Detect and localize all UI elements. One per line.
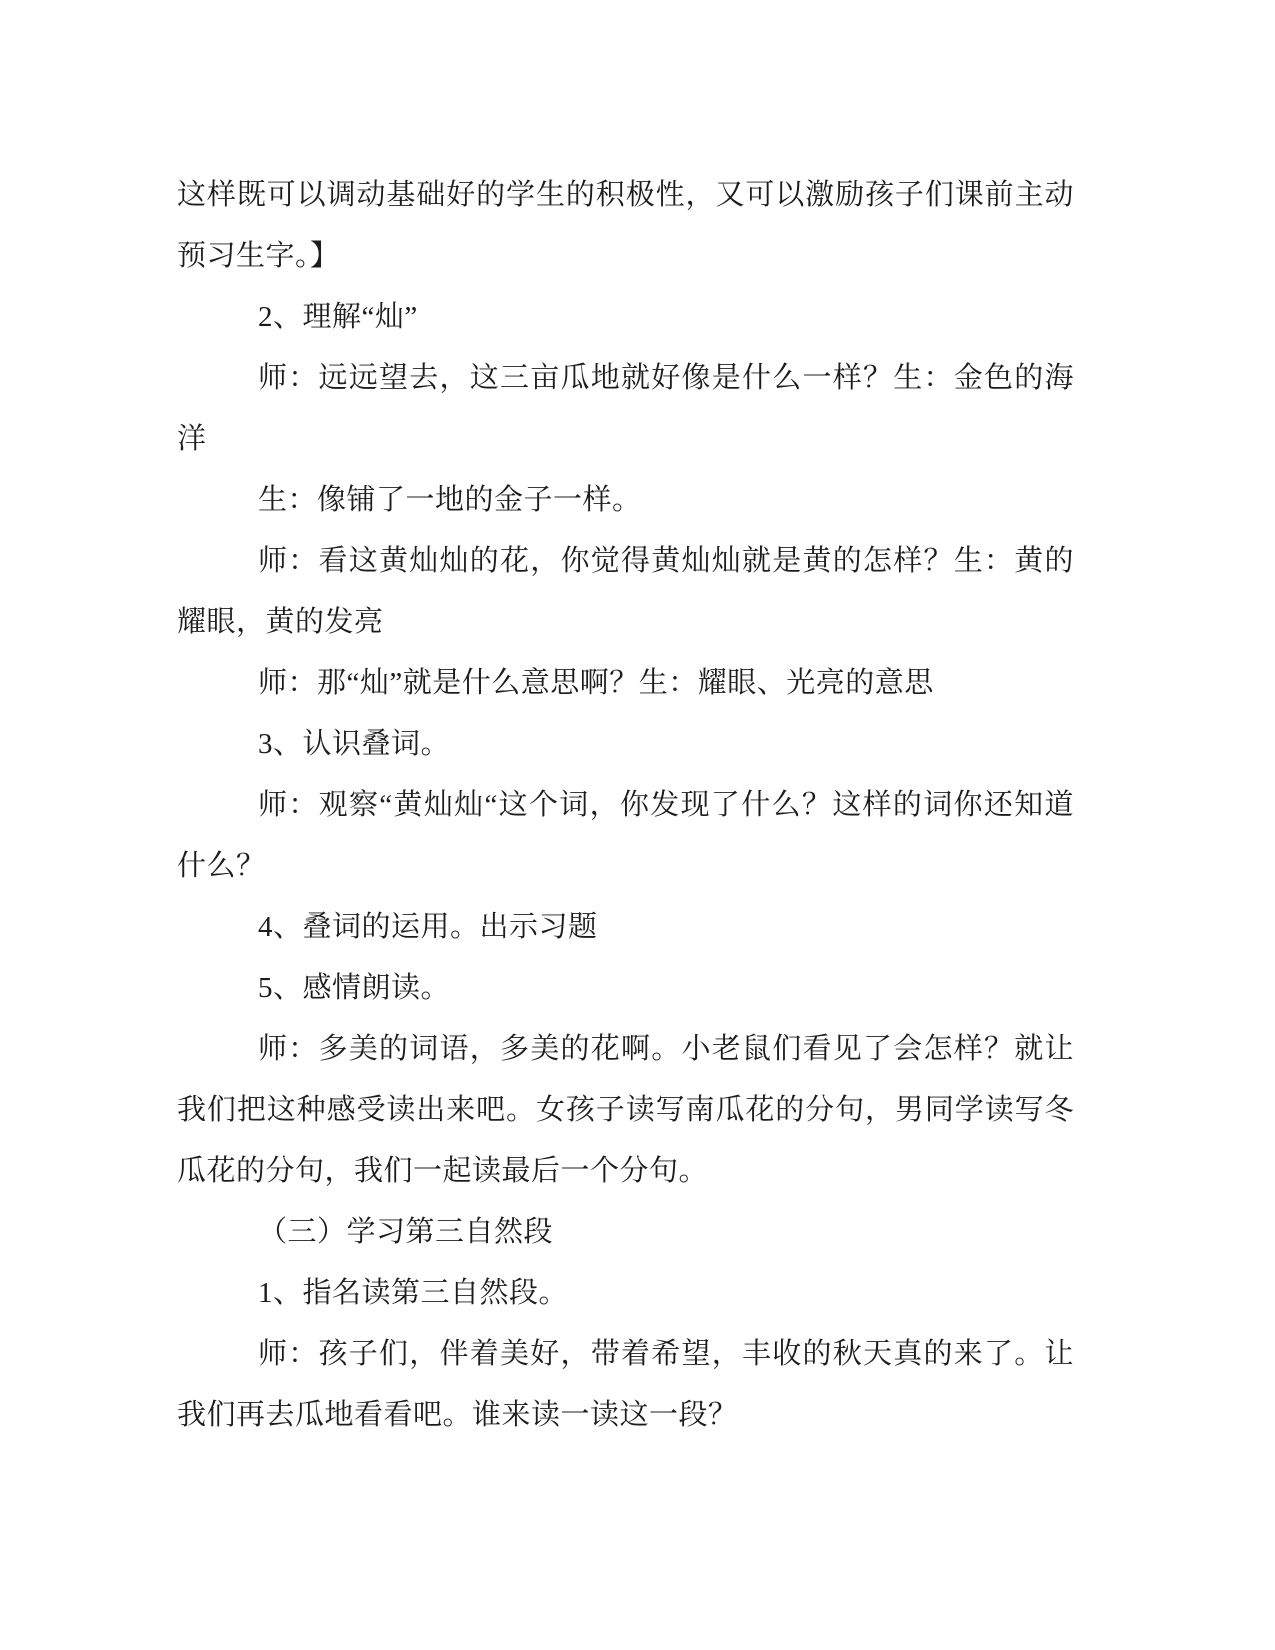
paragraph: 5、感情朗读。: [258, 972, 451, 1004]
paragraph: 3、认识叠词。: [258, 728, 451, 760]
paragraph: 师：多美的词语，多美的花啊。小老鼠们看见了会怎样？就让我们把这种感受读出来吧。女孩子读写南瓜花的分句，男同学读写冬瓜花的分句，我们一起读最后一个分句。: [177, 1033, 1074, 1187]
paragraph: 师：观察“黄灿灿“这个词，你发现了什么？这样的词你还知道什么？: [177, 789, 1074, 882]
paragraph: 师：孩子们，伴着美好，带着希望，丰收的秋天真的来了。让我们再去瓜地看看吧。谁来读一读这一段？: [177, 1338, 1074, 1431]
paragraph: 师：远远望去，这三亩瓜地就好像是什么一样？生：金色的海洋: [177, 362, 1074, 455]
paragraph: 师：看这黄灿灿的花，你觉得黄灿灿就是黄的怎样？生：黄的耀眼，黄的发亮: [177, 545, 1074, 638]
paragraph: 4、叠词的运用。出示习题: [258, 911, 598, 943]
paragraph: 师：那“灿”就是什么意思啊？生：耀眼、光亮的意思: [258, 667, 934, 699]
paragraph: 生：像铺了一地的金子一样。: [258, 484, 642, 516]
paragraph: （三）学习第三自然段: [258, 1216, 554, 1248]
paragraph: 这样既可以调动基础好的学生的积极性，又可以激励孩子们课前主动预习生字。】: [177, 179, 1074, 272]
paragraph: 1、指名读第三自然段。: [258, 1277, 569, 1309]
document-text: [177, 165, 1074, 1446]
paragraph: 2、理解“灿”: [258, 301, 418, 333]
